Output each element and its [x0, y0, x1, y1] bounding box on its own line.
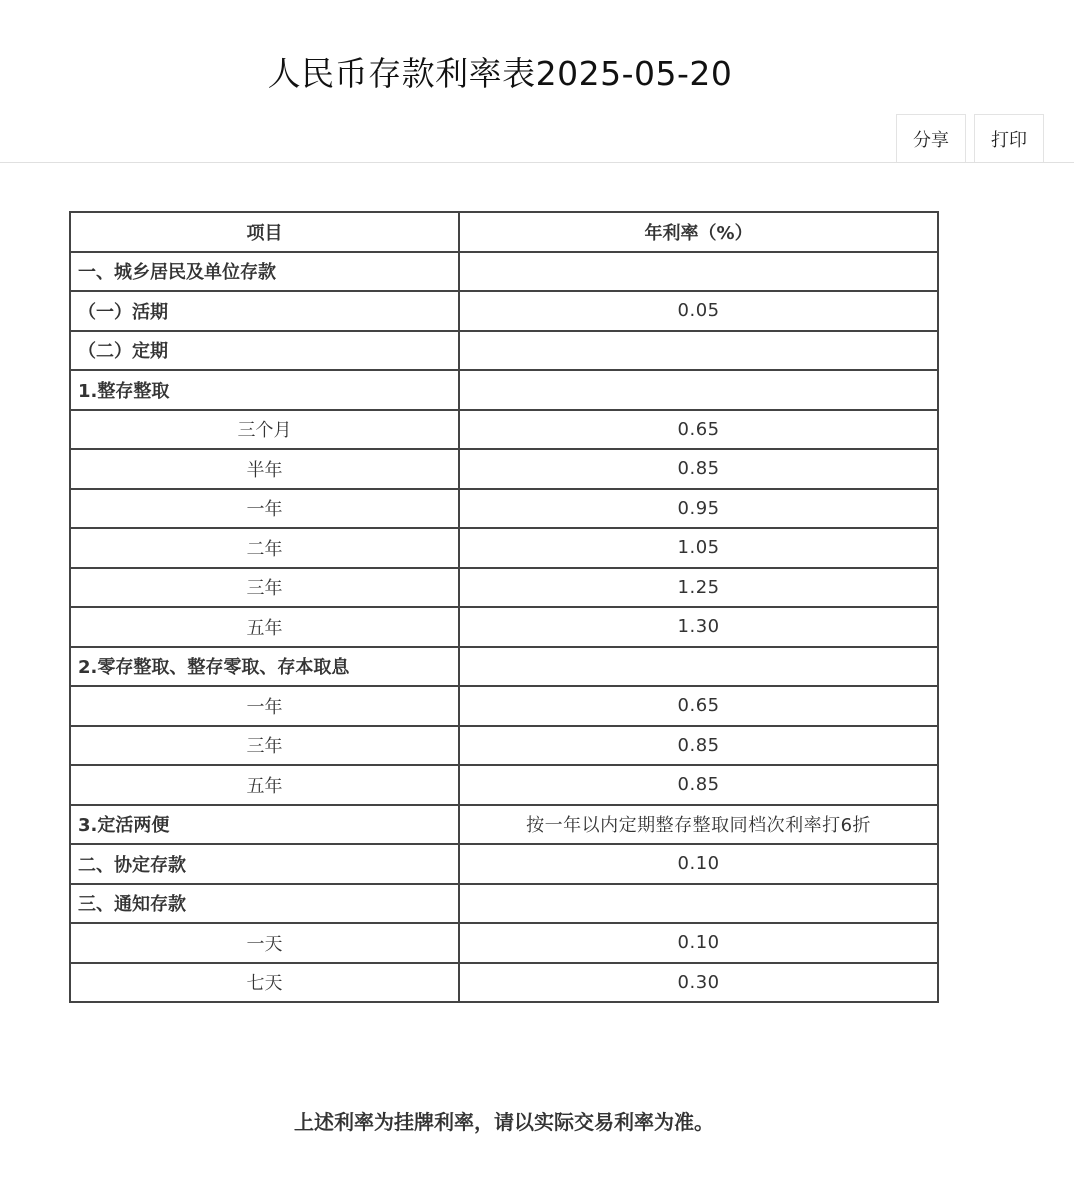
row-rate-value: 0.10 [459, 844, 938, 884]
table-row [70, 252, 938, 292]
print-button[interactable]: 打印 [974, 114, 1044, 162]
row-item-label: 2.零存整取、整存零取、存本取息 [70, 647, 459, 687]
page-title: 人民币存款利率表2025-05-20 [267, 54, 733, 93]
table-row [70, 528, 938, 568]
table-row [70, 884, 938, 924]
row-rate-value: 1.30 [459, 607, 938, 647]
row-rate-value: 0.10 [459, 923, 938, 963]
row-rate-value: 0.05 [459, 291, 938, 331]
row-item-label: 一年 [70, 686, 459, 726]
table-row [70, 805, 938, 845]
row-item-label: 一年 [70, 489, 459, 529]
table-row [70, 410, 938, 450]
table-row [70, 449, 938, 489]
row-rate-value: 1.25 [459, 568, 938, 608]
row-item-label: 三年 [70, 726, 459, 766]
table-row [70, 291, 938, 331]
table-row [70, 686, 938, 726]
row-item-label: 1.整存整取 [70, 370, 459, 410]
row-rate-value: 1.05 [459, 528, 938, 568]
table-row [70, 607, 938, 647]
header-divider [0, 162, 1074, 163]
row-item-label: 一、城乡居民及单位存款 [70, 252, 459, 292]
row-item-label: 一天 [70, 923, 459, 963]
row-rate-value: 0.65 [459, 686, 938, 726]
interest-rate-table [69, 211, 939, 1003]
row-rate-value: 0.85 [459, 449, 938, 489]
row-rate-value [459, 331, 938, 371]
row-rate-value: 按一年以内定期整存整取同档次利率打6折 [459, 805, 938, 845]
table-row [70, 844, 938, 884]
row-rate-value [459, 884, 938, 924]
row-item-label: 五年 [70, 607, 459, 647]
row-rate-value [459, 647, 938, 687]
row-item-label: 七天 [70, 963, 459, 1003]
table-row [70, 370, 938, 410]
row-item-label: 二年 [70, 528, 459, 568]
column-header-rate: 年利率（%） [459, 212, 938, 252]
share-button[interactable]: 分享 [896, 114, 966, 162]
table-row [70, 489, 938, 529]
row-rate-value [459, 252, 938, 292]
row-rate-value: 0.95 [459, 489, 938, 529]
row-rate-value: 0.30 [459, 963, 938, 1003]
footnote: 上述利率为挂牌利率，请以实际交易利率为准。 [294, 1110, 714, 1134]
row-item-label: （一）活期 [70, 291, 459, 331]
table-row [70, 726, 938, 766]
row-item-label: 三、通知存款 [70, 884, 459, 924]
row-rate-value: 0.85 [459, 765, 938, 805]
table-row [70, 647, 938, 687]
table-row [70, 923, 938, 963]
row-item-label: 二、协定存款 [70, 844, 459, 884]
toolbar [896, 114, 1044, 162]
row-rate-value: 0.65 [459, 410, 938, 450]
row-item-label: 半年 [70, 449, 459, 489]
row-item-label: 五年 [70, 765, 459, 805]
row-item-label: （二）定期 [70, 331, 459, 371]
row-rate-value [459, 370, 938, 410]
table-row [70, 963, 938, 1003]
table-row [70, 765, 938, 805]
table-body [70, 252, 938, 1003]
table-row [70, 331, 938, 371]
row-rate-value: 0.85 [459, 726, 938, 766]
row-item-label: 三年 [70, 568, 459, 608]
column-header-item: 项目 [70, 212, 459, 252]
row-item-label: 三个月 [70, 410, 459, 450]
table-row [70, 568, 938, 608]
table-header-row [70, 212, 938, 252]
row-item-label: 3.定活两便 [70, 805, 459, 845]
